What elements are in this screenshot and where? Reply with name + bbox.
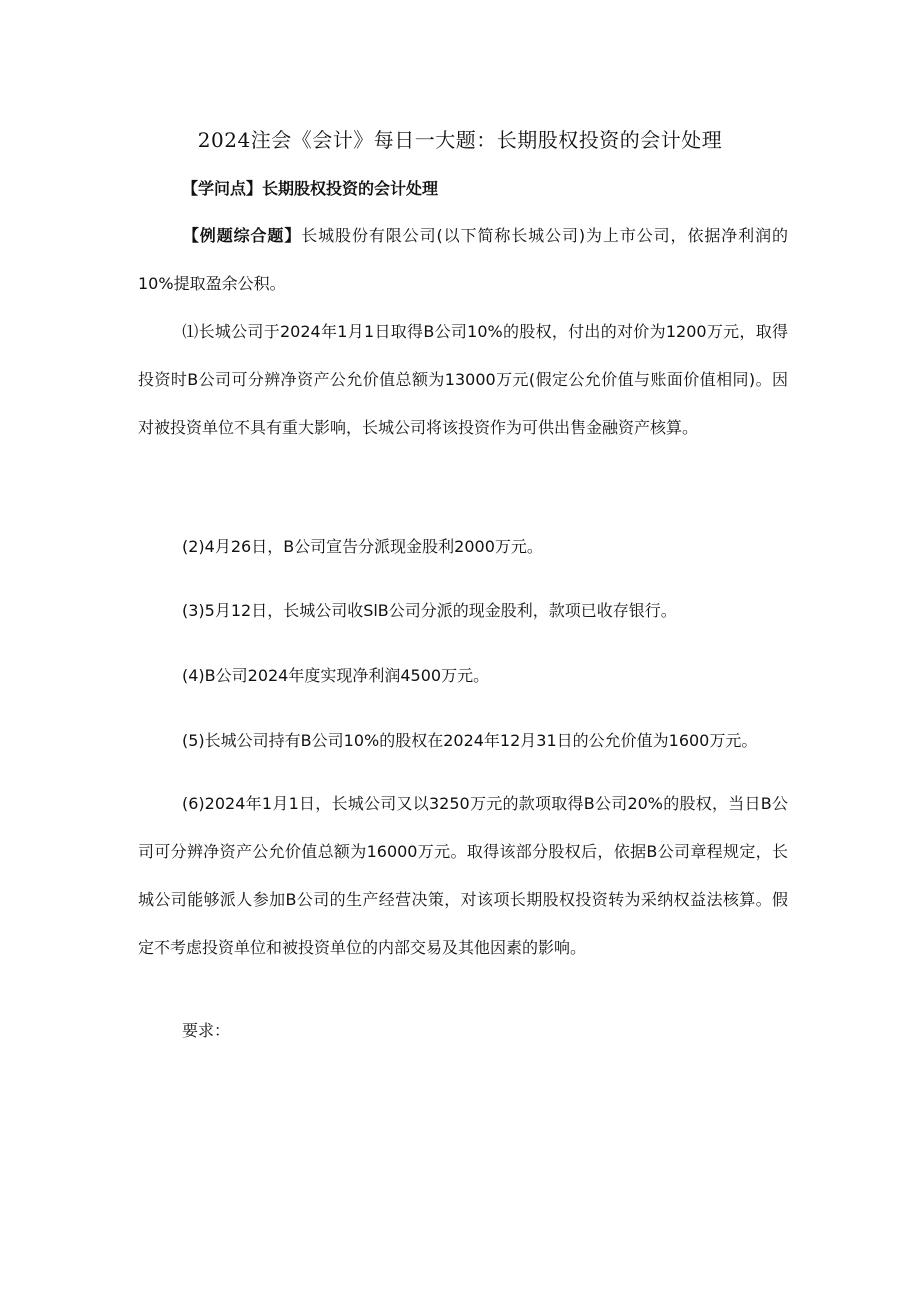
- item-6-text: (6)2024年1月1日，长城公司又以3250万元的款项取得B公司20%的股权，当日B公司可分辨净资产公允价值总额为16000万元。取得该部分股权后，依据B公司章程规定，长城公司能够派人参加B公司的生产经营决策，对该项长期股权投资转为采纳权益法核算。假定不考虑投资单位和被投资单位的内部交易及其他因素的影响。: [138, 794, 788, 957]
- example-label: 【例题综合题】: [182, 226, 302, 245]
- example-intro-paragraph: [138, 212, 788, 308]
- item-1-paragraph: [138, 308, 788, 452]
- item-5-paragraph: (5)长城公司持有B公司10%的股权在2024年12月31日的公允价值为1600万元。: [182, 731, 758, 750]
- knowledge-point-heading: 【学问点】长期股权投资的会计处理: [182, 179, 439, 198]
- item-4-paragraph: (4)B公司2024年度实现净利润4500万元。: [182, 666, 490, 685]
- item-3-paragraph: (3)5月12日，长城公司收SlB公司分派的现金股利，款项已收存银行。: [182, 601, 677, 620]
- requirement-label: 要求：: [182, 1021, 231, 1040]
- document-title: 2024注会《会计》每日一大题：长期股权投资的会计处理: [197, 128, 723, 152]
- item-6-paragraph: [138, 780, 788, 972]
- item-2-paragraph: (2)4月26日，B公司宣告分派现金股利2000万元。: [182, 537, 543, 556]
- example-intro-text: 长城股份有限公司(以下简称长城公司)为上市公司，依据净利润的10%提取盈余公积。: [138, 226, 788, 293]
- item-1-text: ⑴长城公司于2024年1月1日取得B公司10%的股权，付出的对价为1200万元，取得投资时B公司可分辨净资产公允价值总额为13000万元(假定公允价值与账面价值相同)。因对被投资单位不具有重大影响，长城公司将该投资作为可供出售金融资产核算。: [138, 322, 788, 437]
